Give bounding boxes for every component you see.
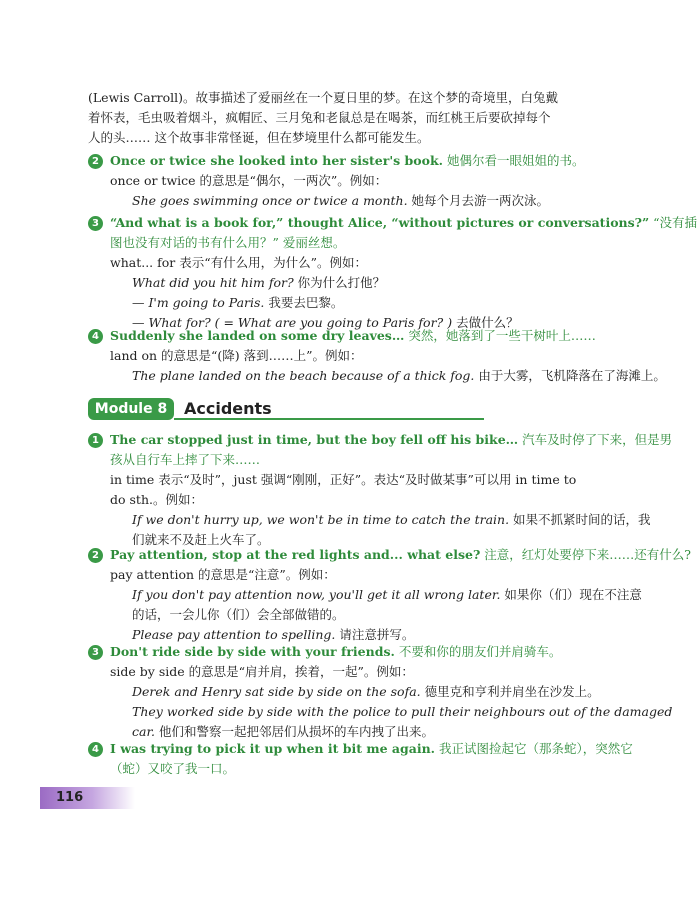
note-chinese: 不要和你的朋友们并肩骑车。 [394,644,562,659]
note-explanation: in time 表示“及时”，just 强调“刚刚，正好”。表达“及时做某事”可以用 in time to [110,472,577,487]
example-english: Derek and Henry sat side by side on the sofa. [132,684,421,699]
note-english: The car stopped just in time, but the boy fell off his bike… [110,432,519,447]
note-example-continued [88,605,558,625]
note-english: “And what is a book for,” thought Alice, “without pictures or conversations?” [110,215,650,230]
example-english: If you don't pay attention now, you'll get it all wrong later. [132,587,501,602]
module-badge: Module 8 [88,398,174,420]
example-chinese: 由于大雾，飞机降落在了海滩上。 [474,368,666,383]
example-chinese: 他们和警察一起把邻居们从损坏的车内拽了出来。 [155,724,435,739]
note-heading [88,739,633,759]
note-english: Suddenly she landed on some dry leaves… [110,328,405,343]
example-chinese: 你为什么打他？ [293,275,386,290]
note-chinese: 注意，红灯处要停下来……还有什么? [480,547,691,562]
note-heading [88,430,673,450]
example-english: Please pay attention to spelling. [132,627,336,642]
note-number-badge: 4 [88,329,103,344]
intro-line: 着怀表，毛虫吸着烟斗，疯帽匠、三月兔和老鼠总是在喝茶，而红桃王后要砍掉每个 [88,110,551,125]
note-explanation: pay attention 的意思是“注意”。例如： [110,567,336,582]
note-heading [88,642,562,662]
note-example [88,510,651,530]
example-chinese: 去做什么？ [452,315,519,330]
note-example [88,682,600,702]
note-heading-continued: （蛇）又咬了我一口。 [110,761,236,776]
example-chinese: 请注意拼写。 [335,627,415,642]
note-explanation: land on 的意思是“(降) 落到……上”。例如： [110,348,363,363]
note-3-top [88,213,697,333]
example-english: car. [132,724,156,739]
note-heading [88,213,697,233]
note-example [88,366,666,386]
page-number: 116 [56,790,84,805]
module-title: Accidents [184,399,272,418]
note-english: I was trying to pick it up when it bit me again. [110,741,436,756]
example-english: — I'm going to Paris. [132,295,265,310]
note-heading [88,545,691,565]
note-heading-continued: 图也没有对话的书有什么用？” 爱丽丝想。 [110,235,346,250]
note-example [88,273,558,293]
note-chinese: 突然，她落到了一些干树叶上…… [404,328,596,343]
note-heading [88,326,596,346]
note-explanation: what... for 表示“有什么用，为什么”。例如： [110,255,368,270]
example-english: What did you hit him for? [132,275,294,290]
note-example [88,293,558,313]
note-chinese: “没有插 [649,215,697,230]
note-chinese: 她偶尔看一眼姐姐的书。 [442,153,585,168]
note-2-top [88,151,585,211]
example-chinese: 她每个月去游一两次泳。 [407,193,550,208]
note-1-module [88,430,673,550]
note-number-badge: 3 [88,645,103,660]
example-chinese: 德里克和亨利并肩坐在沙发上。 [420,684,600,699]
module-header [88,398,398,420]
note-example [88,585,642,605]
note-chinese: 我正试图捡起它（那条蛇），突然它 [435,741,633,756]
note-english: Once or twice she looked into her sister's book. [110,153,443,168]
example-english: If we don't hurry up, we won't be in time to catch the train. [132,512,510,527]
note-example [88,191,558,211]
note-english: Pay attention, stop at the red lights and... what else? [110,547,481,562]
note-heading [88,151,585,171]
example-chinese: 如果不抓紧时间的话，我 [509,512,651,527]
example-english: — What for? ( = What are you going to Paris for? ) [132,315,453,330]
intro-paragraph [88,88,558,148]
note-english: Don't ride side by side with your friends. [110,644,395,659]
example-chinese: 如果你（们）现在不注意 [500,587,642,602]
note-2-module [88,545,691,645]
page-number-tab [40,787,135,809]
note-explanation: once or twice 的意思是“偶尔，一两次”。例如： [110,173,388,188]
note-number-badge: 3 [88,216,103,231]
example-chinese: 的话，一会儿你（们）会全部做错的。 [132,607,345,622]
note-number-badge: 1 [88,433,103,448]
note-heading-continued: 孩从自行车上摔了下来…… [110,452,261,467]
note-explanation: side by side 的意思是“肩并肩，挨着，一起”。例如： [110,664,414,679]
note-number-badge: 4 [88,742,103,757]
example-chinese: 我要去巴黎。 [264,295,344,310]
note-explanation: do sth.。例如： [110,492,203,507]
note-number-badge: 2 [88,154,103,169]
note-chinese: 汽车及时停了下来，但是男 [518,432,673,447]
note-3-module [88,642,673,742]
note-4-module [88,739,633,779]
example-english: She goes swimming once or twice a month. [132,193,408,208]
note-number-badge: 2 [88,548,103,563]
example-english: The plane landed on the beach because of a thick fog. [132,368,475,383]
module-divider [174,418,484,420]
intro-line: 人的头…… 这个故事非常怪诞，但在梦境里什么都可能发生。 [88,130,430,145]
intro-line: (Lewis Carroll)。故事描述了爱丽丝在一个夏日里的梦。在这个梦的奇境里，白兔戴 [88,90,559,105]
example-chinese: 们就来不及赶上火车了。 [132,532,270,547]
example-english: They worked side by side with the police to pull their neighbours out of the damaged [132,704,673,719]
note-example [88,702,673,722]
note-4-top [88,326,666,386]
